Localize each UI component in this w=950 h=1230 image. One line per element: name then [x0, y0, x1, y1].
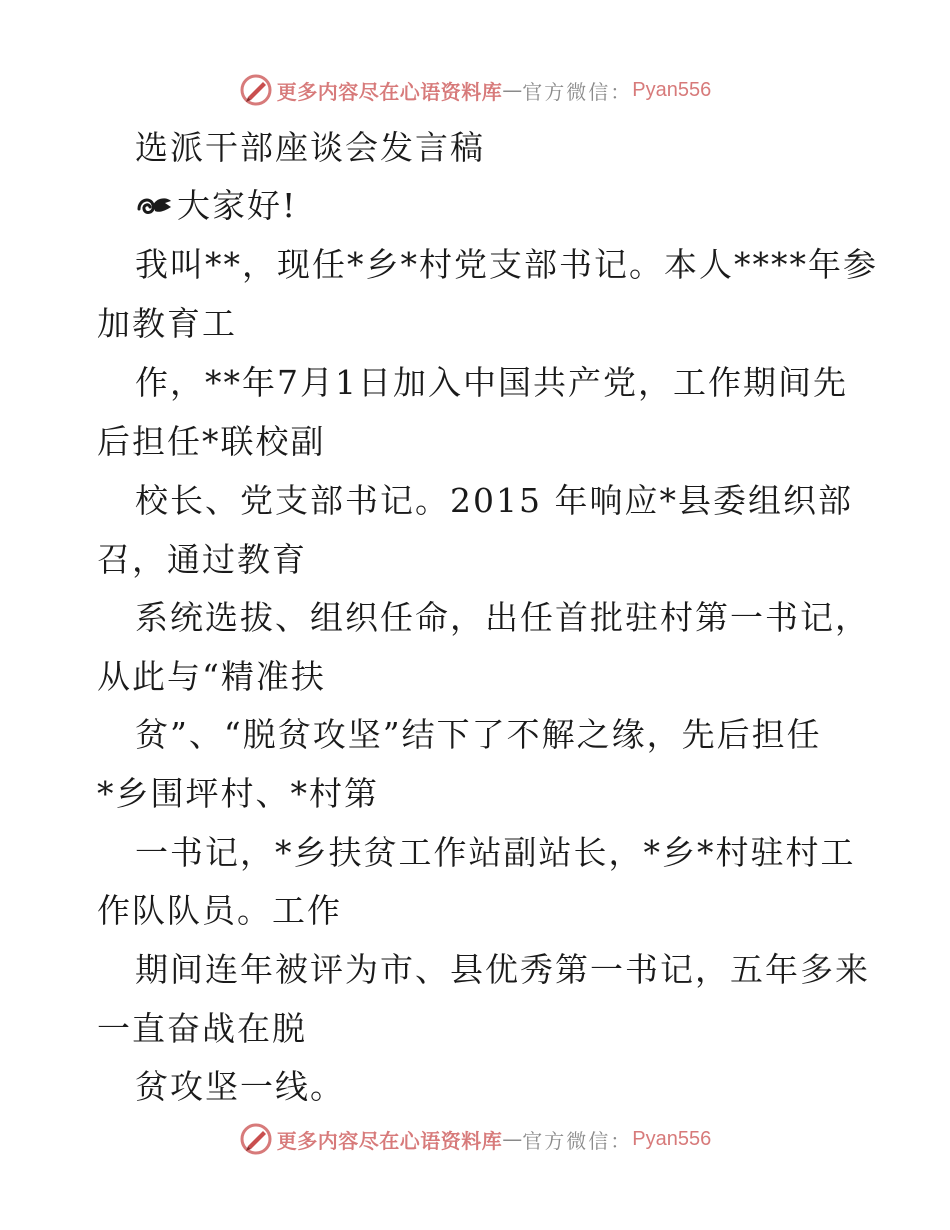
paragraph-line: 贫”、“脱贫攻坚”结下了不解之缘，先后担任: [135, 715, 822, 754]
pen-circle-logo-icon: [239, 73, 273, 107]
document-title: 选派干部座谈会发言稿: [135, 128, 485, 167]
banner-separator: —: [502, 1127, 523, 1151]
brand-text: 更多内容尽在心语资料库: [276, 1128, 503, 1153]
paragraph-line: 系统选拔、组织任命，出任首批驻村第一书记，: [135, 598, 870, 637]
paragraph-line: 期间连年被评为市、县优秀第一书记，五年多来: [135, 950, 870, 989]
paragraph-line: *乡围坪村、*村第: [97, 774, 379, 813]
paragraph-line: 召，通过教育: [97, 540, 307, 579]
paragraph-line: 我叫**，现任*乡*村党支部书记。本人****年参: [135, 245, 878, 284]
wechat-id: Pyan556: [632, 78, 712, 101]
wechat-label: 官方微信：: [522, 1128, 633, 1153]
wechat-id: Pyan556: [632, 1127, 712, 1150]
greeting-text: 大家好!: [177, 186, 298, 225]
paragraph-line: 贫攻坚一线。: [135, 1067, 345, 1106]
paragraph-line: 作，**年7月1日加入中国共产党，工作期间先: [135, 363, 848, 402]
paragraph-line: 一直奋战在脱: [97, 1009, 307, 1048]
paragraph-line: 后担任*联校副: [97, 422, 326, 461]
wechat-label: 官方微信：: [522, 79, 633, 104]
greeting-line: [135, 186, 297, 226]
paragraph-line: 从此与“精准扶: [97, 657, 326, 696]
header-watermark-banner: [0, 70, 950, 110]
paragraph-line: 校长、党支部书记。2015 年响应*县委组织部: [135, 481, 853, 520]
paragraph-line: 加教育工: [97, 304, 237, 343]
banner-separator: —: [502, 78, 523, 102]
paragraph-line: 作队队员。工作: [97, 891, 342, 930]
footer-watermark-banner: [0, 1119, 950, 1159]
pen-circle-logo-icon: [239, 1122, 273, 1156]
paragraph-line: 一书记，*乡扶贫工作站副站长，*乡*村驻村工: [135, 833, 856, 872]
swirl-ornament-icon: [135, 191, 175, 221]
brand-text: 更多内容尽在心语资料库: [276, 79, 503, 104]
